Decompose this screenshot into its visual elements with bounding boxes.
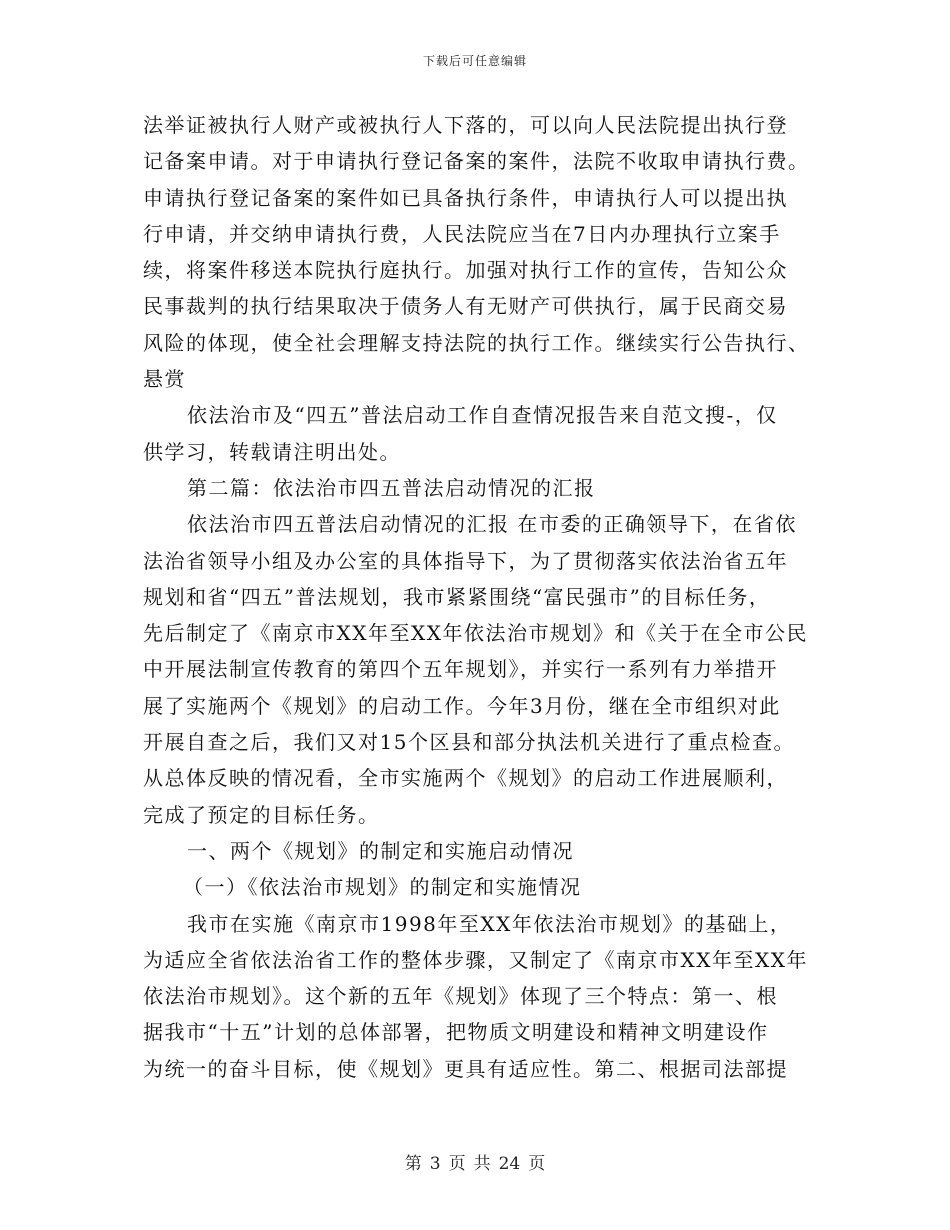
page-label-prefix: 第 [404,1154,422,1174]
text-line: 民事裁判的执行结果取决于债务人有无财产可供执行，属于民商交易 [143,294,788,319]
text-line: 完成了预定的目标任务。 [143,802,380,827]
document-body [143,107,823,1087]
total-label-prefix: 共 [473,1154,491,1174]
heading-level-1: 一、两个《规划》的制定和实施启动情况 [187,838,574,863]
text-line: 规划和省“四五”普法规划，我市紧紧围绕“富民强市”的目标任务， [143,584,771,609]
text-line: 从总体反映的情况看，全市实施两个《规划》的启动工作进展顺利， [143,766,788,791]
text-line: 法举证被执行人财产或被执行人下落的，可以向人民法院提出执行登 [143,113,788,137]
text-line: 展了实施两个《规划》的启动工作。今年3月份，继在全市组织对此 [143,693,781,718]
text-line: 供学习，转载请注明出处。 [143,439,401,464]
paragraph-start-line: 依法治市四五普法启动情况的汇报 在市委的正确领导下，在省依 [187,512,797,537]
heading-level-2: （一）《依法治市规划》的制定和实施情况 [183,875,582,900]
text-line: 法治省领导小组及办公室的具体指导下，为了贯彻落实依法治省五年 [143,548,788,573]
current-page-number: 3 [429,1154,441,1174]
paragraph-start-line: 依法治市及“四五”普法启动工作自查情况报告来自范文搜-，仅 [187,403,778,428]
page-header-note: 下载后可任意编辑 [422,54,527,68]
text-line: 依法治市规划》。这个新的五年《规划》体现了三个特点：第一、根 [143,984,778,1009]
page-number-footer [0,1153,950,1175]
text-line: 悬赏 [143,367,186,392]
text-line: 为统一的奋斗目标，使《规划》更具有适应性。第二、根据司法部提 [143,1056,788,1081]
text-line: 记备案申请。对于申请执行登记备案的案件，法院不收取申请执行费。 [143,149,810,174]
section-title: 第二篇：依法治市四五普法启动情况的汇报 [187,475,596,500]
text-line: 风险的体现，使全社会理解支持法院的执行工作。继续实行公告执行、 [143,330,810,355]
text-line: 为适应全省依法治省工作的整体步骤，又制定了《南京市XX年至XX年 [143,947,808,972]
text-line: 先后制定了《南京市XX年至XX年依法治市规划》和《关于在全市公民 [143,621,808,646]
total-pages-number: 24 [498,1154,521,1174]
page-label-mid: 页 [448,1154,466,1174]
page-label-suffix: 页 [528,1154,546,1174]
text-line: 行申请，并交纳申请执行费，人民法院应当在7日内办理执行立案手 [143,221,781,246]
text-line: 续，将案件移送本院执行庭执行。加强对执行工作的宣传，告知公众 [143,258,788,283]
text-line: 开展自查之后，我们又对15个区县和部分执法机关进行了重点检查。 [143,730,795,755]
text-line: 申请执行登记备案的案件如已具备执行条件，申请执行人可以提出执 [143,185,788,210]
text-line: 据我市“十五”计划的总体部署，把物质文明建设和精神文明建设作 [143,1020,769,1045]
text-line: 中开展法制宣传教育的第四个五年规划》，并实行一系列有力举措开 [143,657,778,682]
paragraph-start-line: 我市在实施《南京市1998年至XX年依法治市规划》的基础上， [187,911,792,936]
